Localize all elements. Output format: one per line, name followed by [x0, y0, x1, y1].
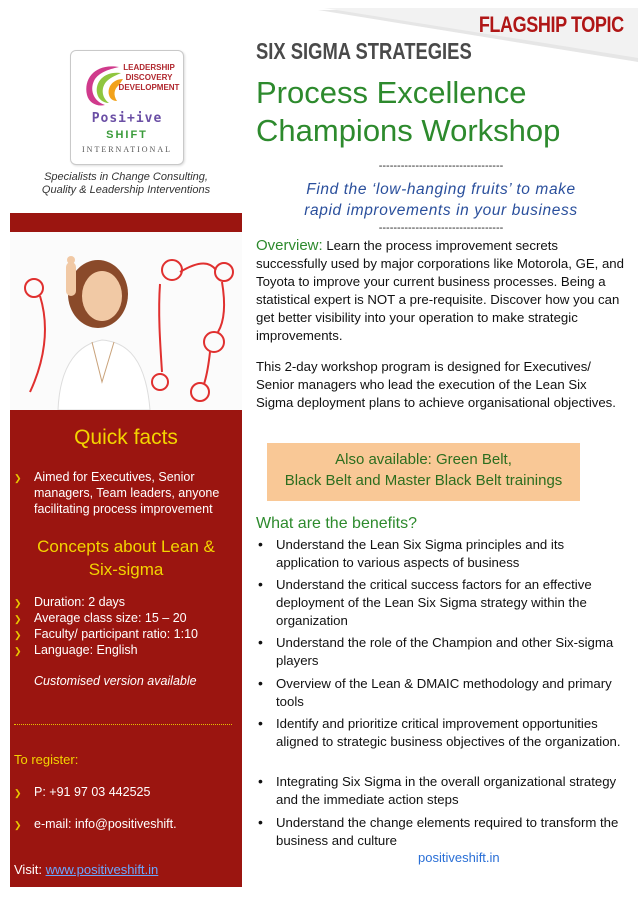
- customised-note: Customised version available: [34, 674, 197, 688]
- benefits-heading: What are the benefits?: [256, 515, 417, 532]
- benefit-item: Understand the Lean Six Sigma principles and its application to various aspects of business: [276, 537, 565, 570]
- also-available-text: Also available: Green Belt, Black Belt and Master Black Belt trainings: [284, 451, 563, 489]
- detail-duration: Duration: 2 days: [34, 595, 126, 609]
- benefit-item: Understand the role of the Champion and other Six-sigma players: [276, 635, 614, 668]
- logo-international: INTERNATIONAL: [82, 145, 172, 154]
- audience-text: Aimed for Executives, Senior managers, Team leaders, anyone facilitating process improvement: [34, 470, 220, 516]
- detail-ratio: Faculty/ participant ratio: 1:10: [34, 627, 198, 641]
- topic-subtitle: SIX SIGMA STRATEGIES: [256, 38, 472, 64]
- chevron-right-icon: ❯: [14, 820, 22, 830]
- chevron-right-icon: ❯: [14, 630, 22, 640]
- bullet-icon: •: [258, 576, 263, 592]
- hero-photo: [10, 232, 242, 410]
- bullet-icon: •: [258, 536, 263, 552]
- quick-facts-title: Quick facts: [74, 426, 178, 449]
- register-email[interactable]: e-mail: info@positiveshift.: [34, 817, 177, 831]
- bullet-icon: •: [258, 675, 263, 691]
- overview-text: Learn the process improvement secrets successfully used by major corporations like Motorola, GE, and Toyota to improve your current business processes. Being a statistical expert is NOT a pre-requisite. Discover how you can get better visibility into your operation to make strategic improvements.: [256, 238, 624, 343]
- bullet-icon: •: [258, 634, 263, 650]
- logo-text-leadership: LEADERSHIP DISCOVERY DEVELOPMENT: [118, 63, 180, 92]
- bullet-icon: •: [258, 773, 263, 789]
- detail-language: Language: English: [34, 643, 138, 657]
- bullet-icon: •: [258, 814, 263, 830]
- overview-heading: Overview:: [256, 237, 323, 254]
- benefit-item: Understand the change elements required to transform the business and culture: [276, 815, 619, 848]
- chevron-right-icon: ❯: [14, 473, 22, 483]
- company-logo: [70, 50, 184, 165]
- register-label: To register:: [14, 752, 79, 767]
- chevron-right-icon: ❯: [14, 646, 22, 656]
- chevron-right-icon: ❯: [14, 598, 22, 608]
- workshop-tagline: Find the ‘low-hanging fruits’ to make rapid improvements in your business: [304, 181, 578, 219]
- chevron-right-icon: ❯: [14, 788, 22, 798]
- concepts-heading: Concepts about Lean & Six-sigma: [37, 537, 215, 579]
- visit-label: Visit:: [14, 862, 46, 877]
- dash-divider-top: ----------------------------------: [378, 160, 504, 172]
- chevron-right-icon: ❯: [14, 614, 22, 624]
- flagship-topic-label: FLAGSHIP TOPIC: [479, 12, 624, 37]
- register-phone[interactable]: P: +91 97 03 442525: [34, 785, 151, 799]
- logo-positive: Posi+ive: [91, 111, 163, 126]
- bullet-icon: •: [258, 715, 263, 731]
- benefit-item: Overview of the Lean & DMAIC methodology and primary tools: [276, 676, 612, 709]
- dotted-divider: [14, 724, 232, 725]
- benefit-item: Understand the critical success factors for an effective deployment of the Lean Six Sigma strategy within the organization: [276, 577, 592, 628]
- benefit-item: Integrating Six Sigma in the overall organizational strategy and the immediate action steps: [276, 774, 617, 807]
- footer-website[interactable]: positiveshift.in: [418, 850, 500, 865]
- detail-class-size: Average class size: 15 – 20: [34, 611, 187, 625]
- benefit-item: Identify and prioritize critical improvement opportunities aligned to strategic business objectives of the organization.: [276, 716, 621, 749]
- program-paragraph: This 2-day workshop program is designed for Executives/ Senior managers who lead the execution of the Lean Six Sigma deployment plans to achieve organisational objectives.: [256, 359, 616, 410]
- company-tagline: Specialists in Change Consulting, Quality & Leadership Interventions: [41, 171, 211, 196]
- dash-divider-bottom: ----------------------------------: [378, 222, 504, 234]
- website-link[interactable]: www.positiveshift.in: [45, 862, 159, 877]
- panel-bottom-line: [10, 886, 242, 887]
- overview-paragraph: [256, 237, 626, 345]
- woman-with-process-diagram-image: [10, 232, 242, 410]
- logo-shift: SHIFT: [106, 129, 148, 141]
- workshop-title: Process Excellence Champions Workshop: [256, 75, 561, 148]
- visit-line: [14, 862, 158, 877]
